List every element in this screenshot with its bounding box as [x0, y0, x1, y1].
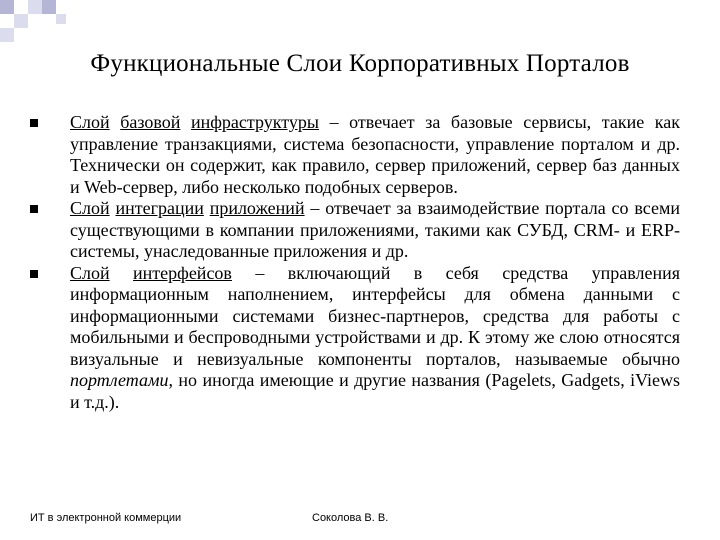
layer-term: инфраструктуры — [190, 112, 319, 132]
decor-square-3 — [28, 0, 42, 14]
footer-course-title: ИТ в электронной коммерции — [30, 512, 182, 524]
corner-decoration — [0, 0, 72, 48]
decor-square-2 — [14, 14, 28, 28]
bullet-text — [70, 198, 680, 263]
layer-description: – включающий в себя средства управления информационным наполнением, интерфейсы для обмена данными с информационными системами бизнес-партнеров, средства для работы с мобильными и беспроводными устройствами и др. К этому же слою относятся визуальные и невизуальные компоненты порталов, называемые обычно — [70, 262, 681, 369]
decor-square-5 — [0, 28, 14, 42]
bullet-text — [70, 263, 680, 414]
decor-square-4 — [42, 0, 56, 14]
square-bullet-icon — [30, 205, 38, 213]
bullet-item-infrastructure — [30, 112, 680, 198]
bullet-item-interfaces — [30, 263, 680, 414]
layer-term: Слой — [70, 198, 110, 218]
square-bullet-icon — [30, 270, 38, 278]
bullet-list — [30, 112, 680, 413]
layer-description-end: , но иногда имеющие и другие названия (Pagelets, Gadgets, iViews и т.д.). — [70, 370, 680, 412]
layer-term: Слой — [70, 262, 110, 283]
bullet-item-integration — [30, 198, 680, 263]
layer-term: Слой — [70, 112, 110, 132]
footer-author: Соколова В. В. — [312, 512, 389, 524]
layer-description: – отвечает за взаимодействие портала со всеми существующими в компании приложениями, такими как СУБД, CRM- и ERP-системы, унаследованные приложения и др. — [70, 198, 680, 261]
layer-term: интерфейсов — [133, 262, 232, 283]
square-bullet-icon — [30, 119, 38, 127]
layer-term: базовой — [120, 112, 181, 132]
layer-term: интеграции — [115, 198, 204, 218]
layer-term: приложений — [209, 198, 305, 218]
layer-description: – отвечает за базовые сервисы, такие как управление транзакциями, система безопасности, управление порталом и др. Технически он содержит, как правило, сервер приложений, сервер баз данных и Web-сервер, либо несколько подобных серверов. — [70, 112, 680, 197]
decor-square-1 — [0, 0, 14, 14]
decor-square-6 — [56, 14, 66, 24]
slide-title: Функциональные Слои Корпоративных Порталов — [90, 50, 630, 77]
bullet-text — [70, 112, 680, 198]
portlets-term: портлетами — [70, 370, 169, 390]
